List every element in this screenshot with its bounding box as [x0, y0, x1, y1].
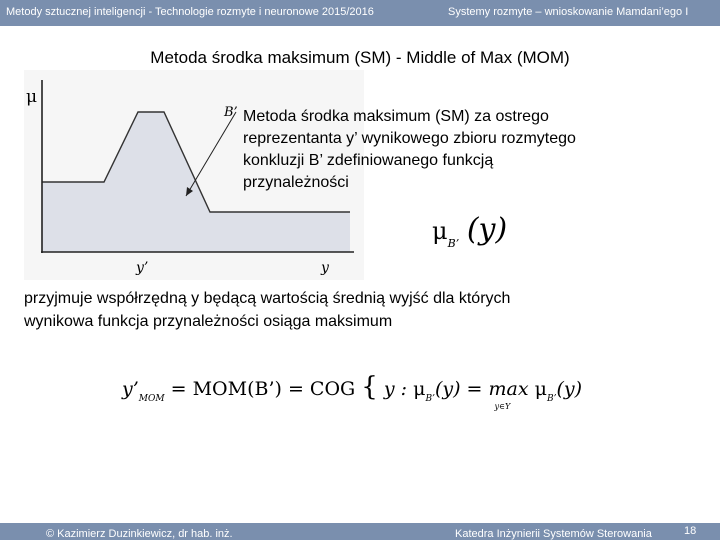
formula-mu-2-subscript: B’	[546, 394, 557, 404]
description-line: reprezentanta y’ wynikowego zbioru rozmytego	[243, 130, 576, 147]
formula-max: max	[488, 378, 529, 400]
body-line: przyjmuje współrzędną y będącą wartością średnią wyjść dla których	[24, 290, 511, 307]
page-number: 18	[684, 525, 697, 537]
formula-mu: μ	[413, 378, 426, 400]
method-description	[243, 106, 683, 194]
description-line: konkluzji B’ zdefiniowanego funkcją	[243, 152, 494, 169]
description-line: Metoda środka maksimum (SM) za ostrego	[243, 108, 549, 125]
formula-argument-2: (y)	[556, 378, 583, 400]
body-line: wynikowa funkcja przynależności osiąga maksimum	[24, 313, 393, 330]
department: Katedra Inżynierii Systemów Sterowania	[455, 528, 652, 540]
mu-axis-label: μ	[26, 87, 38, 107]
mom-formula	[122, 372, 612, 414]
body-text	[24, 287, 704, 333]
description-line: przynależności	[243, 174, 349, 191]
author: © Kazimierz Duzinkiewicz, dr hab. inż.	[46, 528, 233, 540]
course-title: Metody sztucznej inteligencji - Technologie rozmyte i neuronowe 2015/2016	[6, 6, 374, 18]
header-bar	[0, 0, 720, 26]
formula-mu-2: μ	[534, 378, 547, 400]
footer-bar	[0, 523, 720, 540]
formula-brace: {	[361, 372, 378, 402]
formula-mu-subscript: B’	[425, 394, 435, 404]
set-label: B’	[224, 105, 238, 120]
formula-equality: = MOM(B’) = COG	[170, 378, 356, 400]
formula-lhs: y’	[122, 378, 139, 400]
mu-subscript: B’	[447, 237, 460, 250]
formula-lhs-subscript: MOM	[138, 394, 165, 404]
formula-set-variable: y :	[383, 378, 408, 400]
mu-argument: (y)	[466, 212, 508, 247]
membership-function-symbol	[432, 212, 507, 250]
mu-symbol: μ	[432, 217, 448, 245]
lecture-topic: Systemy rozmyte – wnioskowanie Mamdani’ego I	[448, 6, 689, 18]
y-prime-label: y’	[136, 260, 149, 276]
y-axis-variable-label: y	[321, 260, 329, 276]
formula-argument: (y) =	[434, 378, 483, 400]
formula-max-domain: y∈Y	[494, 402, 511, 411]
slide-title: Metoda środka maksimum (SM) - Middle of Max (MOM)	[150, 48, 570, 67]
